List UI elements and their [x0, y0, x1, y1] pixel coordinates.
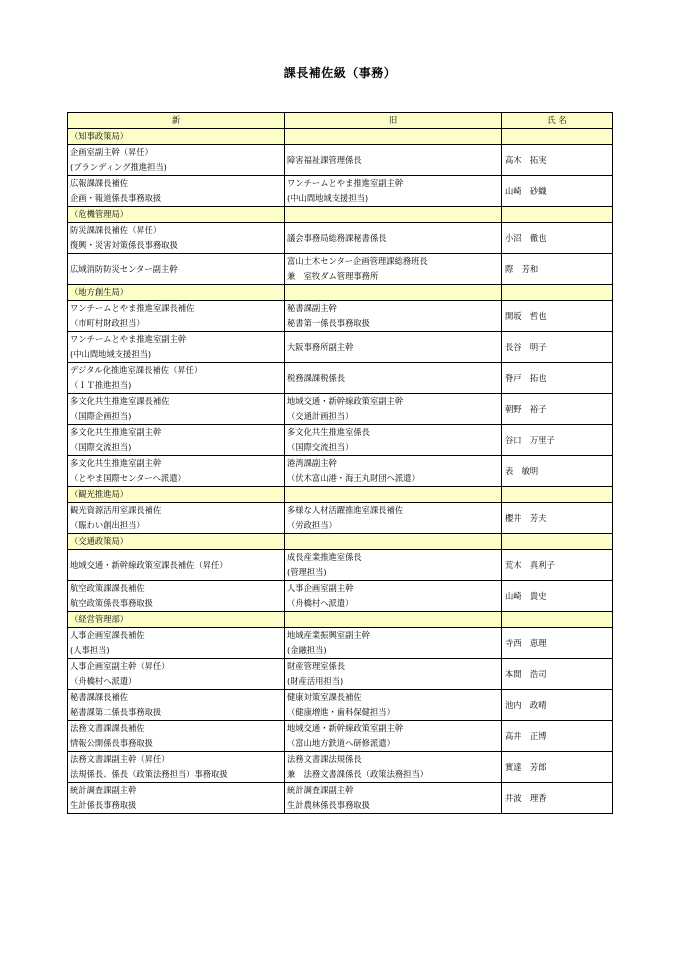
new-position-cell — [68, 752, 285, 783]
person-name: 高井 正博 — [502, 721, 613, 752]
new-position-line: 広域消防防災センター副主幹 — [70, 263, 178, 274]
new-position-line: 秘書課課長補佐 — [70, 692, 129, 702]
old-position-line: 財産管理室係長 — [287, 661, 346, 671]
new-position-cell — [68, 363, 285, 394]
person-name: 山崎 砂織 — [502, 176, 613, 207]
old-position-cell — [285, 628, 502, 659]
old-position-line: 地域産業振興室副主幹 — [287, 630, 370, 640]
person-name: 表 敏明 — [502, 456, 613, 487]
old-position-cell — [285, 332, 502, 363]
old-position-line: (財産活用担当) — [287, 676, 344, 686]
person-name: 開坂 哲也 — [502, 301, 613, 332]
old-position-line: 秘書第一係長事務取扱 — [287, 318, 370, 328]
section-empty-cell — [502, 487, 613, 503]
section-empty-cell — [285, 487, 502, 503]
section-row — [68, 285, 613, 301]
new-position-line: 人事企画室課長補佐 — [70, 630, 145, 640]
old-position-cell — [285, 456, 502, 487]
new-position-cell — [68, 581, 285, 612]
person-name: 際 芳和 — [502, 254, 613, 285]
person-name: 長谷 明子 — [502, 332, 613, 363]
old-position-line: （伏木富山港・海王丸財団へ派遣） — [287, 473, 420, 483]
new-position-cell — [68, 659, 285, 690]
old-position-cell — [285, 550, 502, 581]
old-position-line: 地域交通・新幹線政策室副主幹 — [287, 396, 404, 406]
old-position-line: 統計調査課副主幹 — [287, 785, 354, 795]
person-name: 山崎 貴史 — [502, 581, 613, 612]
table-row — [68, 581, 613, 612]
old-position-cell — [285, 503, 502, 534]
section-empty-cell — [285, 612, 502, 628]
new-position-cell — [68, 690, 285, 721]
new-position-line: （とやま国際センターへ派遣） — [70, 473, 186, 483]
new-position-line: デジタル化推進室課長補佐（昇任） — [70, 365, 203, 375]
new-position-line: 多文化共生推進室課長補佐 — [70, 396, 170, 406]
person-name: 井波 理香 — [502, 783, 613, 814]
old-position-line: 大阪事務所副主幹 — [287, 341, 354, 352]
old-position-line: （舟橋村へ派遣） — [287, 598, 354, 608]
new-position-line: 復興・災害対策係長事務取扱 — [70, 240, 178, 250]
section-empty-cell — [502, 285, 613, 301]
table-row — [68, 721, 613, 752]
old-position-line: （富山地方鉄道へ研修派遣） — [287, 738, 395, 748]
new-position-line: 生計係長事務取扱 — [70, 800, 137, 810]
new-position-line: 法務文書課副主幹（昇任） — [70, 754, 170, 764]
new-position-line: （国際企画担当) — [70, 411, 132, 421]
old-position-cell — [285, 783, 502, 814]
section-empty-cell — [285, 129, 502, 145]
new-position-cell — [68, 456, 285, 487]
old-position-line: （国際交流担当） — [287, 442, 354, 452]
table-row — [68, 456, 613, 487]
new-position-line: （市町村財政担当） — [70, 318, 145, 328]
person-name: 寺西 恵理 — [502, 628, 613, 659]
new-position-line: 地域交通・新幹線政策室課長補佐（昇任） — [70, 559, 228, 570]
table-row — [68, 332, 613, 363]
old-position-line: 多文化共生推進室係長 — [287, 427, 370, 437]
new-position-line: 秘書課第二係長事務取扱 — [70, 707, 162, 717]
table-row — [68, 223, 613, 254]
person-name: 小沼 徹也 — [502, 223, 613, 254]
new-position-cell — [68, 254, 285, 285]
section-label: （交通政策局） — [68, 534, 285, 550]
section-row — [68, 487, 613, 503]
new-position-line: ワンチームとやま推進室課長補佐 — [70, 303, 195, 313]
table-row — [68, 301, 613, 332]
new-position-cell — [68, 332, 285, 363]
new-position-line: 観光資源活用室課長補佐 — [70, 505, 162, 515]
old-position-line: 地域交通・新幹線政策室副主幹 — [287, 723, 404, 733]
person-name: 高木 拓実 — [502, 145, 613, 176]
table-body — [68, 129, 613, 814]
old-position-cell — [285, 690, 502, 721]
table-row — [68, 550, 613, 581]
table-row — [68, 659, 613, 690]
old-position-line: 港湾課副主幹 — [287, 458, 337, 468]
table-row — [68, 783, 613, 814]
old-position-cell — [285, 581, 502, 612]
old-position-line: (金融担当) — [287, 645, 327, 655]
table-row — [68, 752, 613, 783]
section-empty-cell — [502, 534, 613, 550]
old-position-line: 障害福祉課管理係長 — [287, 154, 362, 165]
person-name: 朝野 裕子 — [502, 394, 613, 425]
old-position-line: （健康増進・歯科保健担当） — [287, 707, 395, 717]
section-label: （経営管理部） — [68, 612, 285, 628]
section-row — [68, 129, 613, 145]
new-position-cell — [68, 145, 285, 176]
new-position-line: (中山間地域支援担当) — [70, 349, 152, 359]
new-position-cell — [68, 721, 285, 752]
new-position-line: 法務文書課課長補佐 — [70, 723, 145, 733]
header-name: 氏 名 — [502, 113, 613, 129]
old-position-line: 生計農林係長事務取扱 — [287, 800, 370, 810]
old-position-line: 兼 室牧ダム管理事務所 — [287, 271, 379, 281]
old-position-cell — [285, 425, 502, 456]
person-name: 荒木 真利子 — [502, 550, 613, 581]
new-position-line: 企画室副主幹（昇任） — [70, 147, 153, 157]
old-position-cell — [285, 254, 502, 285]
new-position-line: 多文化共生推進室副主幹 — [70, 458, 162, 468]
new-position-cell — [68, 394, 285, 425]
table-row — [68, 628, 613, 659]
section-row — [68, 534, 613, 550]
old-position-cell — [285, 223, 502, 254]
new-position-line: 統計調査課副主幹 — [70, 785, 137, 795]
old-position-line: 多様な人材活躍推進室課長補佐 — [287, 505, 404, 515]
old-position-line: 成長産業推進室係長 — [287, 552, 362, 562]
person-name: 脊戸 拓也 — [502, 363, 613, 394]
new-position-cell — [68, 628, 285, 659]
new-position-line: （国際交流担当) — [70, 442, 132, 452]
section-empty-cell — [502, 129, 613, 145]
new-position-line: （ＩＴ推進担当) — [70, 380, 132, 390]
new-position-cell — [68, 425, 285, 456]
new-position-line: 情報公開係長事務取扱 — [70, 738, 153, 748]
page-title: 課長補佐級（事務） — [283, 66, 397, 80]
table-row — [68, 176, 613, 207]
table-row — [68, 394, 613, 425]
table-row — [68, 690, 613, 721]
new-position-cell — [68, 176, 285, 207]
old-position-line: 人事企画室副主幹 — [287, 583, 354, 593]
table-header-row — [68, 113, 613, 129]
old-position-line: 秘書課副主幹 — [287, 303, 337, 313]
new-position-line: 航空政策課課長補佐 — [70, 583, 145, 593]
section-label: （危機管理局） — [68, 207, 285, 223]
person-name: 櫻井 芳夫 — [502, 503, 613, 534]
new-position-cell — [68, 223, 285, 254]
section-row — [68, 207, 613, 223]
table-row — [68, 254, 613, 285]
old-position-line: 富山土木センター企画管理課総務班長 — [287, 256, 428, 266]
new-position-line: 航空政策係長事務取扱 — [70, 598, 153, 608]
old-position-cell — [285, 145, 502, 176]
old-position-cell — [285, 176, 502, 207]
person-name: 池内 政晴 — [502, 690, 613, 721]
section-empty-cell — [285, 207, 502, 223]
person-name: 實達 芳郎 — [502, 752, 613, 783]
old-position-line: (管理担当) — [287, 567, 327, 577]
personnel-table — [67, 112, 613, 814]
section-row — [68, 612, 613, 628]
section-empty-cell — [285, 285, 502, 301]
new-position-line: 防災課課長補佐（昇任） — [70, 225, 162, 235]
new-position-line: ワンチームとやま推進室副主幹 — [70, 334, 187, 344]
old-position-cell — [285, 394, 502, 425]
section-label: （知事政策局） — [68, 129, 285, 145]
table-row — [68, 145, 613, 176]
old-position-line: ワンチームとやま推進室副主幹 — [287, 178, 404, 188]
section-empty-cell — [502, 207, 613, 223]
old-position-cell — [285, 301, 502, 332]
new-position-line: (ブランディング推進担当) — [70, 162, 167, 172]
new-position-cell — [68, 301, 285, 332]
old-position-line: 議会事務局総務課秘書係長 — [287, 232, 387, 243]
old-position-cell — [285, 721, 502, 752]
table-row — [68, 363, 613, 394]
section-label: （地方創生局） — [68, 285, 285, 301]
new-position-line: (人事担当) — [70, 645, 110, 655]
new-position-line: 人事企画室副主幹（昇任） — [70, 661, 170, 671]
new-position-line: 広報課課長補佐 — [70, 178, 129, 188]
old-position-line: 法務文書課法規係長 — [287, 754, 362, 764]
person-name: 本間 浩司 — [502, 659, 613, 690]
new-position-line: 多文化共生推進室副主幹 — [70, 427, 162, 437]
person-name: 谷口 万里子 — [502, 425, 613, 456]
table-row — [68, 425, 613, 456]
old-position-line: 健康対策室課長補佐 — [287, 692, 362, 702]
new-position-line: 法規係長、係長（政策法務担当）事務取扱 — [70, 769, 228, 779]
old-position-line: 税務課課税係長 — [287, 372, 346, 383]
old-position-line: （労政担当） — [287, 520, 337, 530]
old-position-line: (中山間地域支援担当) — [287, 193, 369, 203]
header-old: 旧 — [285, 113, 502, 129]
new-position-line: 企画・報道係長事務取扱 — [70, 193, 162, 203]
section-empty-cell — [285, 534, 502, 550]
section-label: （観光推進局） — [68, 487, 285, 503]
header-new: 新 — [68, 113, 285, 129]
new-position-line: （舟橋村へ派遣） — [70, 676, 137, 686]
old-position-cell — [285, 659, 502, 690]
new-position-line: （賑わい創出担当） — [70, 520, 145, 530]
table-row — [68, 503, 613, 534]
old-position-cell — [285, 752, 502, 783]
old-position-line: 兼 法務文書課係長（政策法務担当） — [287, 769, 429, 779]
old-position-cell — [285, 363, 502, 394]
new-position-cell — [68, 783, 285, 814]
section-empty-cell — [502, 612, 613, 628]
old-position-line: （交通計画担当） — [287, 411, 354, 421]
new-position-cell — [68, 503, 285, 534]
new-position-cell — [68, 550, 285, 581]
